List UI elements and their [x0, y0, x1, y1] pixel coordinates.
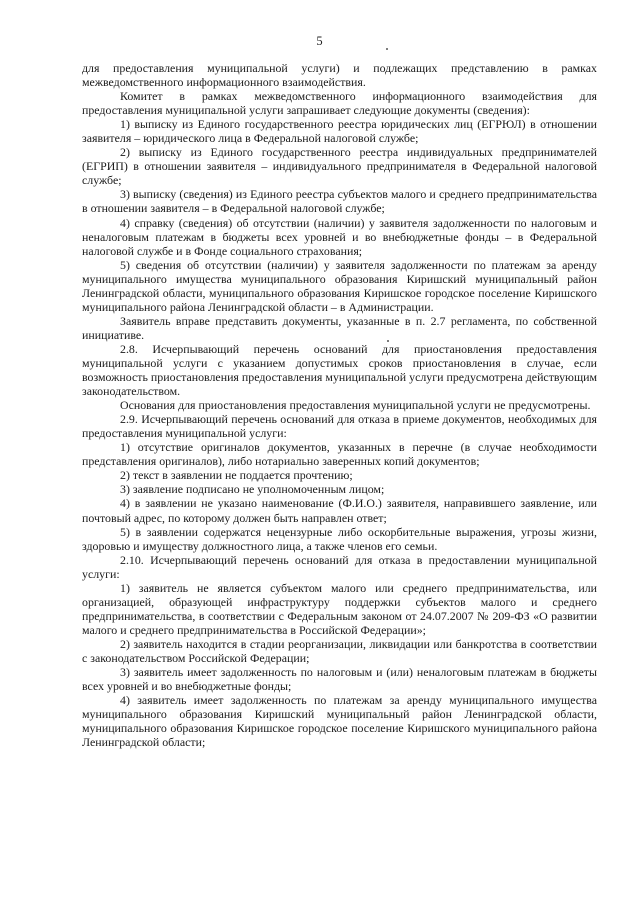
paragraph: 2.8. Исчерпывающий перечень оснований для приостановления предоставления муниципальной услуги с указанием допустимых сроков приостановления в случае, если возможность приостановления предоставления муниципальной услуги предусмотрена действующим законодательством. — [82, 341, 597, 399]
paragraph: 1) отсутствие оригиналов документов, указанных в перечне (в случае необходимости представления оригиналов), либо нотариально заверенных копий документов; — [82, 440, 597, 469]
scan-speck — [386, 48, 388, 50]
paragraph: 5) сведения об отсутствии (наличии) у заявителя задолженности по платежам за аренду муниципального имущества муниципального образования Киришский муниципальный район Ленинградской области, муниципального образования Киришское городское поселение Киришского муниципального района Ленинградской области – в Администрации. — [82, 257, 597, 314]
paragraph: Заявитель вправе представить документы, указанные в п. 2.7 регламента, по собственной инициативе. — [82, 313, 597, 342]
paragraph: 2.9. Исчерпывающий перечень оснований для отказа в приеме документов, необходимых для предоставления муниципальной услуги: — [82, 412, 597, 441]
paragraph: 1) заявитель не является субъектом малого или среднего предпринимательства, или организацией, образующей инфраструктуру поддержки субъектов малого и среднего предпринимательства, в соответствии с Федеральным законом от 24.07.2007 № 209-ФЗ «О развитии малого и среднего предпринимательства в Российской Федерации»; — [82, 580, 597, 637]
paragraph: 2.10. Исчерпывающий перечень оснований для отказа в предоставлении муниципальной услуги: — [82, 552, 597, 581]
paragraph: 4) заявитель имеет задолженность по платежам за аренду муниципального имущества муниципального образования Киришский муниципальный район Ленинградской области, муниципального образования Киришское городское поселение Киришского муниципального района Ленинградской области; — [82, 693, 597, 750]
paragraph: 2) заявитель находится в стадии реорганизации, ликвидации или банкротства в соответствии с законодательством Российской Федерации; — [82, 636, 597, 665]
paragraph: 4) в заявлении не указано наименование (Ф.И.О.) заявителя, направившего заявление, или почтовый адрес, по которому должен быть направлен ответ; — [82, 496, 597, 525]
paragraph: 2) выписку из Единого государственного реестра индивидуальных предпринимателей (ЕГРИП) в отношении заявителя – индивидуального предпринимателя в Федеральной налоговой службе; — [82, 145, 597, 188]
paragraph: 2) текст в заявлении не поддается прочтению; — [120, 468, 353, 483]
paragraph: 4) справку (сведения) об отсутствии (наличии) у заявителя задолженности по налоговым и неналоговым платежам в бюджеты всех уровней и во внебюджетные фонды – в Федеральной налоговой службе и в Фонде социального страхования; — [82, 215, 597, 258]
paragraph: 5) в заявлении содержатся нецензурные либо оскорбительные выражения, угрозы жизни, здоровью и имуществу должностного лица, а также членов его семьи. — [82, 524, 597, 553]
paragraph: 3) заявление подписано не уполномоченным лицом; — [120, 482, 385, 497]
paragraph: 3) выписку (сведения) из Единого реестра субъектов малого и среднего предпринимательства в отношении заявителя – в Федеральной налоговой службе; — [82, 187, 597, 216]
document-body — [82, 61, 597, 749]
paragraph: Основания для приостановления предоставления муниципальной услуги не предусмотрены. — [120, 398, 591, 413]
paragraph: для предоставления муниципальной услуги) и подлежащих представлению в рамках межведомственного информационного взаимодействия. — [82, 61, 597, 90]
paragraph: Комитет в рамках межведомственного информационного взаимодействия для предоставления муниципальной услуги запрашивает следующие документы (сведения): — [82, 89, 597, 118]
page-number: 5 — [316, 34, 323, 48]
paragraph: 3) заявитель имеет задолженность по налоговым и (или) неналоговым платежам в бюджеты всех уровней и во внебюджетные фонды; — [82, 665, 597, 694]
paragraph: 1) выписку из Единого государственного реестра юридических лиц (ЕГРЮЛ) в отношении заявителя – юридического лица в Федеральной налоговой службе; — [82, 117, 597, 146]
